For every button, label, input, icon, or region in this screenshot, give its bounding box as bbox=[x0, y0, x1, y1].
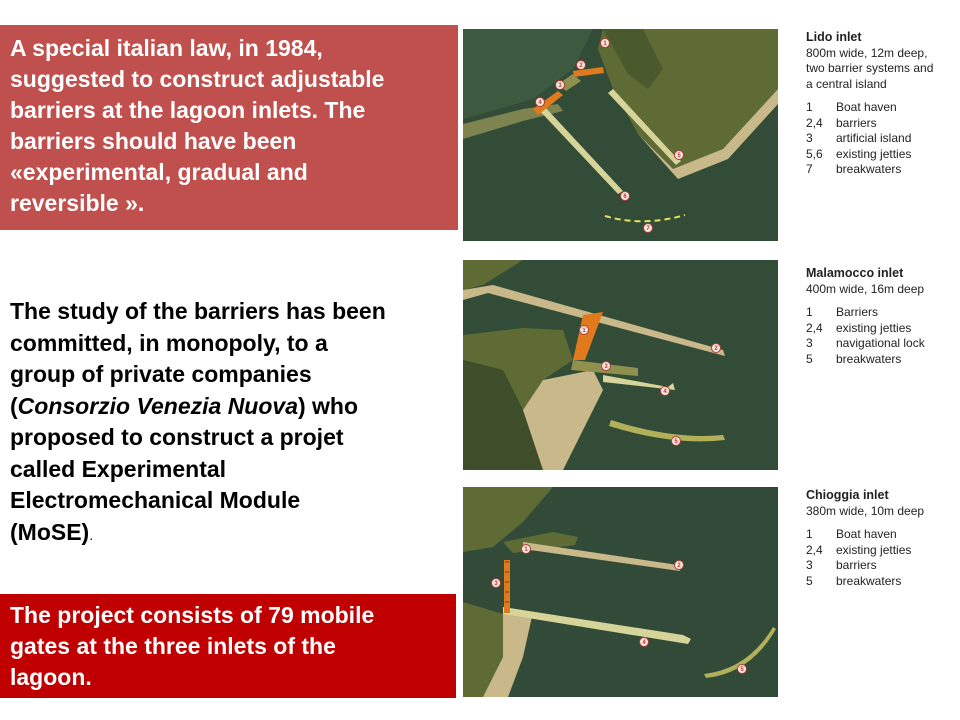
legend-item bbox=[806, 100, 933, 116]
marker-label: 7 bbox=[646, 226, 650, 232]
legend-item bbox=[806, 558, 924, 574]
legend-label: barriers bbox=[836, 558, 877, 572]
legend-desc: 380m wide, 10m deep bbox=[806, 503, 925, 518]
legend-number: 2,4 bbox=[806, 115, 823, 130]
marker-label: 6 bbox=[623, 194, 627, 200]
law-info-box bbox=[0, 25, 458, 230]
legend-label: breakwaters bbox=[836, 162, 902, 176]
legend-label: breakwaters bbox=[836, 573, 902, 588]
marker-label: 5 bbox=[677, 153, 681, 159]
paren-open: ( bbox=[10, 392, 18, 419]
marker-label: 3 bbox=[494, 581, 498, 587]
legend-title: Malamocco inlet bbox=[806, 266, 904, 280]
text-line: called Experimental bbox=[10, 455, 227, 482]
legend-title: Lido inlet bbox=[806, 30, 862, 44]
legend-number: 1 bbox=[806, 305, 813, 319]
legend-number: 5,6 bbox=[806, 146, 823, 161]
legend-number: 5 bbox=[806, 573, 813, 588]
legend-label: Boat haven bbox=[836, 100, 897, 114]
legend-item bbox=[806, 527, 924, 543]
chioggia-legend bbox=[806, 488, 924, 589]
marker-label: 1 bbox=[603, 41, 607, 47]
legend-item bbox=[806, 305, 925, 321]
legend-number: 3 bbox=[806, 336, 813, 350]
legend-label: breakwaters bbox=[836, 351, 902, 366]
legend-item bbox=[806, 574, 924, 590]
legend-item bbox=[806, 162, 933, 178]
legend-number: 2,4 bbox=[806, 542, 823, 557]
text-line: proposed to construct a projet bbox=[10, 424, 344, 450]
legend-label: barriers bbox=[836, 115, 877, 130]
legend-desc: a central island bbox=[806, 76, 887, 91]
chioggia-inlet-aerial-photo bbox=[463, 487, 778, 697]
text-line: The study of the barriers has been bbox=[10, 298, 386, 324]
marker-label: 4 bbox=[642, 640, 646, 646]
marker-label: 2 bbox=[714, 346, 718, 352]
marker-label: 5 bbox=[674, 439, 678, 445]
text-line: gates at the three inlets of the bbox=[10, 633, 336, 659]
legend-number: 1 bbox=[806, 527, 813, 541]
legend-label: artificial island bbox=[836, 131, 912, 145]
text-line: committed, in monopoly, to a bbox=[10, 329, 328, 356]
legend-desc: 400m wide, 16m deep bbox=[806, 281, 925, 296]
study-paragraph bbox=[10, 296, 455, 551]
marker-label: 4 bbox=[663, 389, 667, 395]
legend-item bbox=[806, 543, 924, 559]
legend-label: navigational lock bbox=[836, 336, 925, 350]
period: . bbox=[89, 526, 94, 543]
text-line: group of private companies bbox=[10, 361, 312, 387]
project-info-box bbox=[0, 594, 456, 698]
text-fragment: ) who bbox=[297, 392, 359, 419]
marker-label: 5 bbox=[740, 667, 744, 673]
legend-item bbox=[806, 336, 925, 352]
legend-item bbox=[806, 352, 925, 368]
legend-desc: 800m wide, 12m deep, bbox=[806, 45, 928, 60]
legend-number: 2,4 bbox=[806, 320, 823, 335]
legend-label: Boat haven bbox=[836, 527, 897, 541]
marker-label: 2 bbox=[677, 563, 681, 569]
text-line: barriers should have been bbox=[10, 128, 297, 154]
text-line: lagoon. bbox=[10, 664, 92, 690]
legend-item bbox=[806, 131, 933, 147]
text-line bbox=[10, 391, 455, 423]
legend-label: existing jetties bbox=[836, 146, 912, 161]
text-line: reversible ». bbox=[10, 190, 145, 216]
text-line: A special italian law, in 1984, bbox=[10, 35, 323, 61]
legend-label: Barriers bbox=[836, 305, 879, 319]
text-line bbox=[10, 517, 455, 552]
marker-label: 3 bbox=[558, 83, 562, 89]
legend-item bbox=[806, 321, 925, 337]
legend-desc: two barrier systems and bbox=[806, 61, 934, 75]
text-line: barriers at the lagoon inlets. The bbox=[10, 97, 366, 123]
legend-number: 5 bbox=[806, 351, 813, 366]
text-line: suggested to construct adjustable bbox=[10, 66, 385, 92]
legend-item bbox=[806, 116, 933, 132]
mose-acronym: (MoSE) bbox=[10, 518, 90, 545]
legend-label: existing jetties bbox=[836, 542, 912, 557]
marker-label: 4 bbox=[538, 100, 542, 106]
legend-label: existing jetties bbox=[836, 320, 912, 335]
text-line: Electromechanical Module bbox=[10, 487, 301, 513]
legend-number: 7 bbox=[806, 162, 813, 176]
legend-title: Chioggia inlet bbox=[806, 488, 889, 502]
marker-label: 1 bbox=[582, 328, 586, 334]
legend-number: 1 bbox=[806, 100, 813, 114]
legend-item bbox=[806, 147, 933, 163]
legend-number: 3 bbox=[806, 131, 813, 145]
lido-inlet-aerial-photo bbox=[463, 29, 778, 241]
marker-label: 2 bbox=[579, 63, 583, 69]
text-line: «experimental, gradual and bbox=[10, 159, 308, 185]
malamocco-inlet-aerial-photo bbox=[463, 260, 778, 470]
consortium-name: Consorzio Venezia Nuova bbox=[17, 392, 298, 419]
malamocco-legend bbox=[806, 266, 925, 367]
marker-label: 1 bbox=[524, 547, 528, 553]
marker-label: 3 bbox=[604, 364, 608, 370]
text-line: The project consists of 79 mobile bbox=[10, 602, 375, 628]
lido-legend bbox=[806, 30, 933, 178]
legend-number: 3 bbox=[806, 558, 813, 572]
